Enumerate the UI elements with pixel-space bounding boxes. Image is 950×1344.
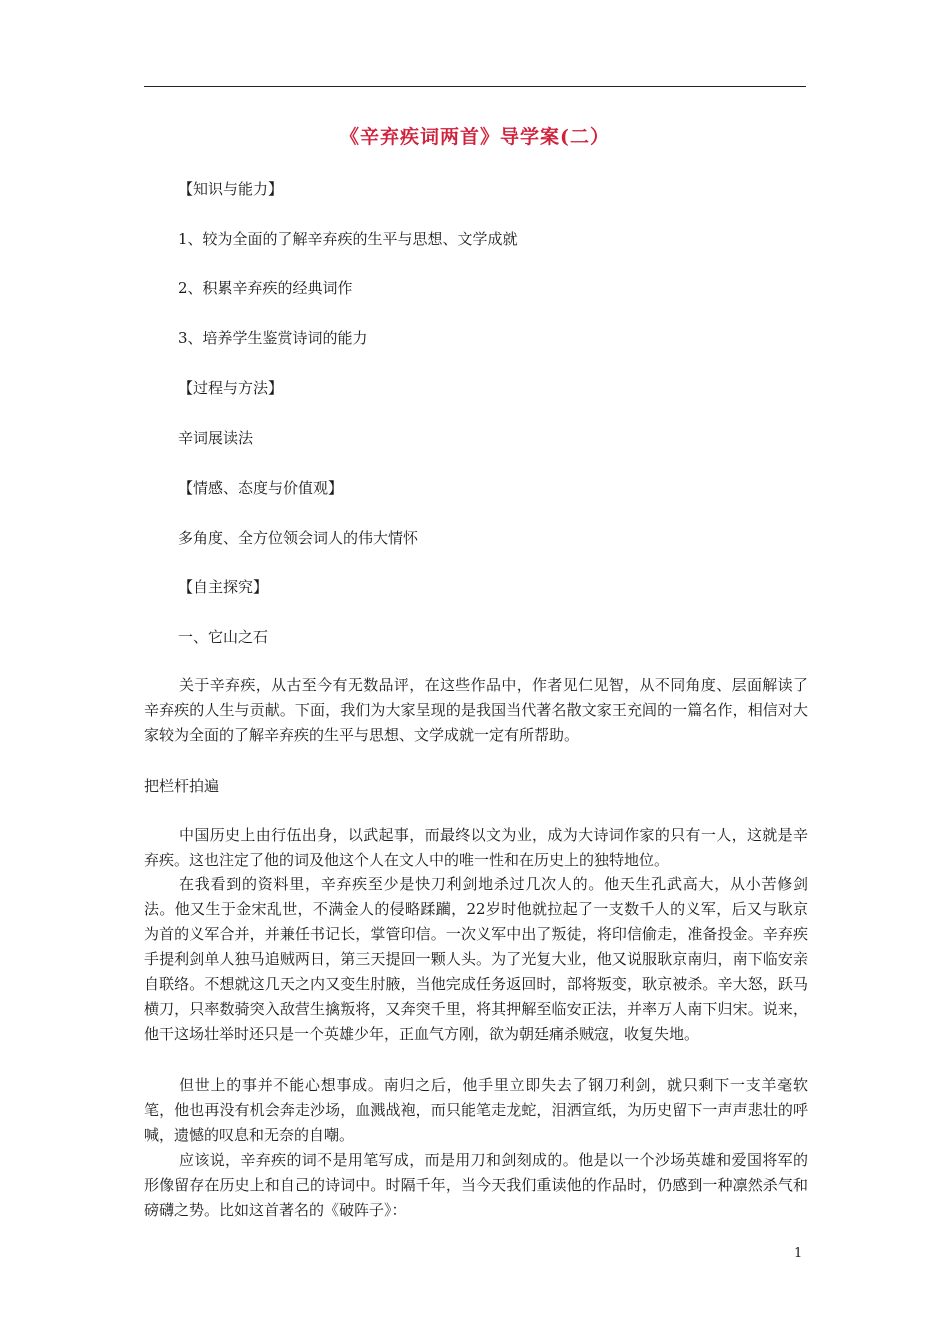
header-rule xyxy=(144,86,806,87)
knowledge-heading: 【知识与能力】 xyxy=(178,180,284,198)
inquiry-heading: 【自主探究】 xyxy=(178,578,269,596)
emotion-text: 多角度、全方位领会词人的伟大情怀 xyxy=(178,529,419,547)
article-title: 把栏杆拍遍 xyxy=(144,777,220,795)
knowledge-item-3: 3、培养学生鉴赏诗词的能力 xyxy=(178,329,368,347)
section-one-heading: 一、它山之石 xyxy=(178,628,269,646)
document-title: 《辛弃疾词两首》导学案(二） xyxy=(340,126,610,148)
knowledge-item-1: 1、较为全面的了解辛弃疾的生平与思想、文学成就 xyxy=(178,230,518,248)
knowledge-item-2: 2、积累辛弃疾的经典词作 xyxy=(178,279,353,297)
article-paragraph-1: 中国历史上由行伍出身，以武起事，而最终以文为业，成为大诗词作家的只有一人，这就是辛弃疾。这也注定了他的词及他这个人在文人中的唯一性和在历史上的独特地位。 xyxy=(144,826,808,869)
intro-paragraph: 关于辛弃疾，从古至今有无数品评，在这些作品中，作者见仁见智，从不同角度、层面解读了辛弃疾的人生与贡献。下面，我们为大家呈现的是我国当代著名散文家王充闾的一篇名作，相信对大家较为全面的了解辛弃疾的生平与思想、文学成就一定有所帮助。 xyxy=(144,676,808,744)
article-paragraph-2: 在我看到的资料里，辛弃疾至少是快刀利剑地杀过几次人的。他天生孔武高大，从小苦修剑法。他又生于金宋乱世，不满金人的侵略蹂躏，22岁时他就拉起了一支数千人的义军，后又与耿京为首的义军合并，并兼任书记长，掌管印信。一次义军中出了叛徒，将印信偷走，准备投金。辛弃疾手提利剑单人独马追贼两日，第三天提回一颗人头。为了光复大业，他又说服耿京南归，南下临安亲自联络。不想就这几天之内又变生肘腋，当他完成任务返回时，部将叛变，耿京被杀。辛大怒，跃马横刀，只率数骑突入敌营生擒叛将，又奔突千里，将其押解至临安正法，并率万人南下归宋。说来，他干这场壮举时还只是一个英雄少年，正血气方刚，欲为朝廷痛杀贼寇，收复失地。 xyxy=(144,875,808,1043)
process-heading: 【过程与方法】 xyxy=(178,379,284,397)
article-paragraph-4: 应该说，辛弃疾的词不是用笔写成，而是用刀和剑刻成的。他是以一个沙场英雄和爱国将军的形像留存在历史上和自己的诗词中。时隔千年，当今天我们重读他的作品时，仍感到一种凛然杀气和磅礴之势。比如这首著名的《破阵子》： xyxy=(144,1151,808,1219)
article-paragraph-3: 但世上的事并不能心想事成。南归之后，他手里立即失去了钢刀利剑，就只剩下一支羊毫软笔，他也再没有机会奔走沙场，血溅战袍，而只能笔走龙蛇，泪洒宣纸，为历史留下一声声悲壮的呼喊，遗憾的叹息和无奈的自嘲。 xyxy=(144,1076,808,1144)
emotion-heading: 【情感、态度与价值观】 xyxy=(178,479,344,497)
process-text: 辛词展读法 xyxy=(178,429,254,447)
page-number: 1 xyxy=(794,1246,803,1261)
